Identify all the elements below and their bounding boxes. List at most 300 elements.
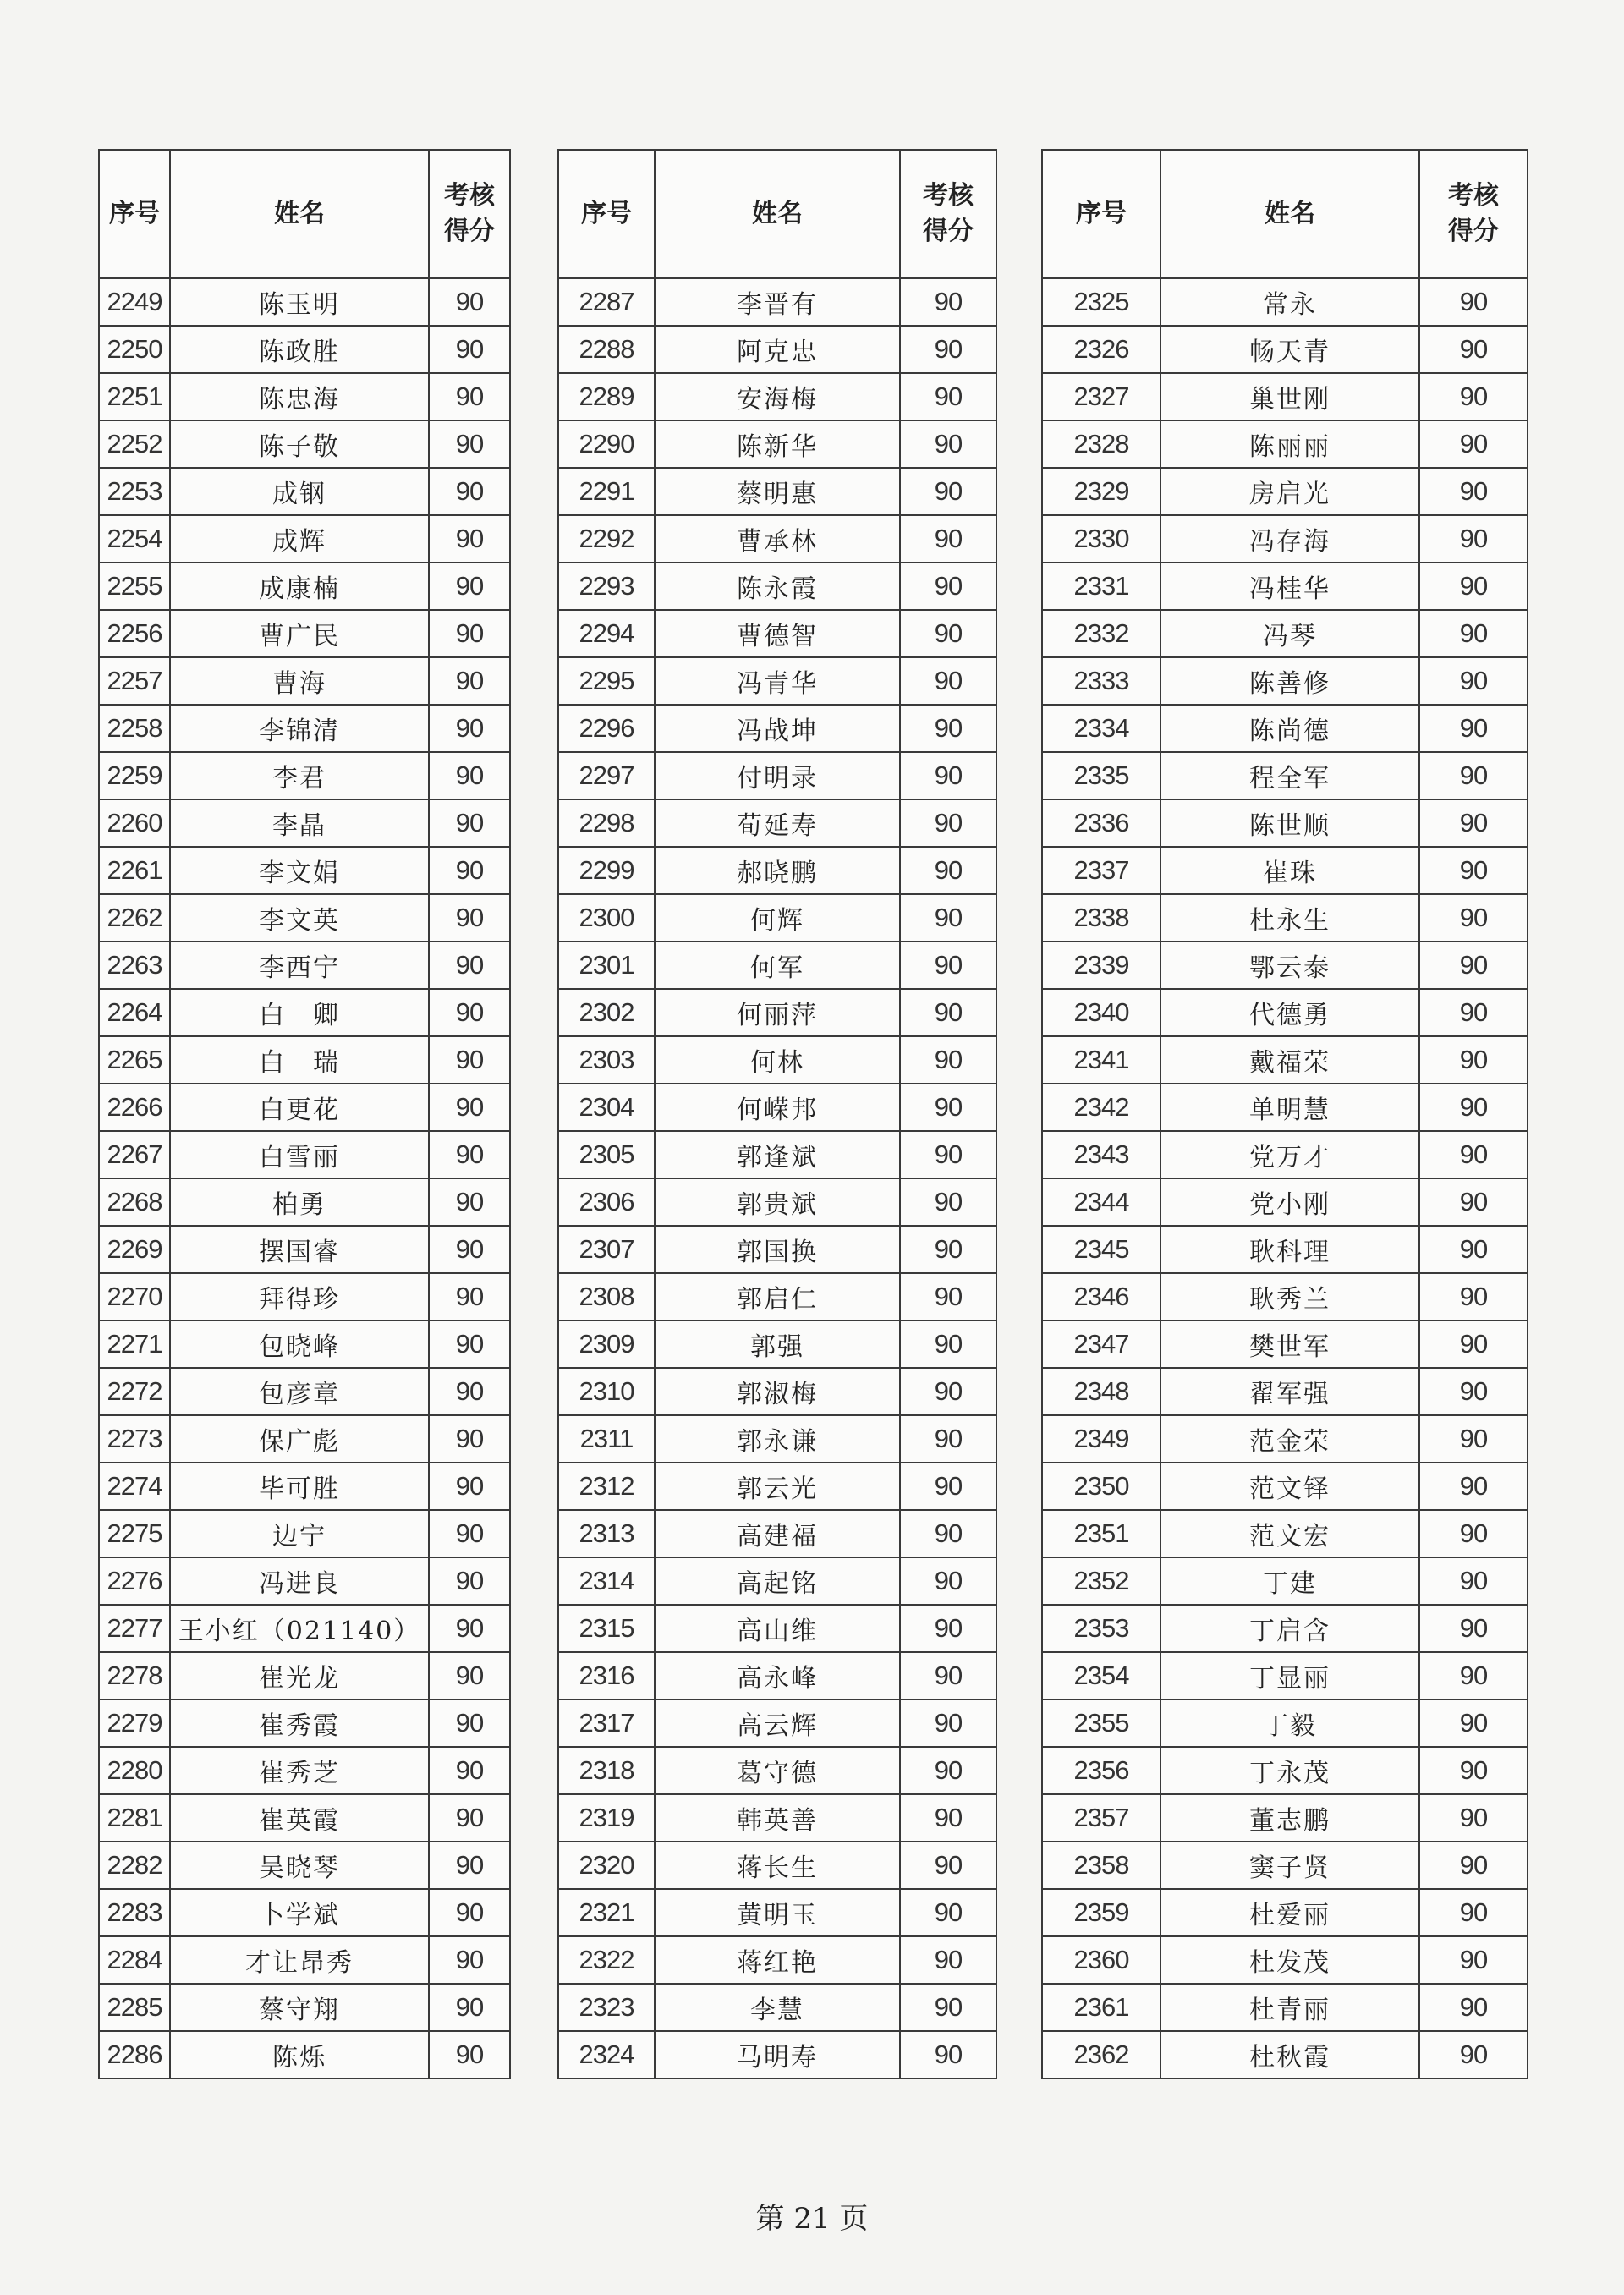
name-cell: 郭启仁	[655, 1273, 900, 1320]
seq-cell: 2275	[99, 1510, 170, 1557]
table-row	[558, 942, 996, 989]
seq-cell: 2280	[99, 1747, 170, 1794]
table-row	[1042, 1842, 1528, 1889]
seq-cell: 2337	[1042, 847, 1160, 894]
name-cell: 程全军	[1160, 752, 1419, 799]
score-cell: 90	[429, 989, 510, 1036]
score-cell: 90	[429, 1226, 510, 1273]
name-cell: 翟军强	[1160, 1368, 1419, 1415]
roster-table-1	[98, 149, 511, 2079]
score-cell: 90	[900, 1699, 996, 1747]
name-cell: 蒋红艳	[655, 1936, 900, 1984]
seq-cell: 2259	[99, 752, 170, 799]
name-cell: 陈子敬	[170, 420, 429, 468]
score-cell: 90	[1419, 1273, 1528, 1320]
score-cell: 90	[429, 610, 510, 657]
seq-cell: 2276	[99, 1557, 170, 1605]
seq-cell: 2361	[1042, 1984, 1160, 2031]
table-row	[99, 1415, 510, 1463]
name-cell: 白 瑞	[170, 1036, 429, 1084]
name-cell: 冯进良	[170, 1557, 429, 1605]
table-row	[558, 1936, 996, 1984]
score-cell: 90	[1419, 1605, 1528, 1652]
name-cell: 丁毅	[1160, 1699, 1419, 1747]
seq-cell: 2322	[558, 1936, 655, 1984]
score-cell: 90	[429, 1463, 510, 1510]
score-cell: 90	[429, 894, 510, 942]
score-cell: 90	[900, 1984, 996, 2031]
seq-cell: 2346	[1042, 1273, 1160, 1320]
name-cell: 陈新华	[655, 420, 900, 468]
name-cell: 丁显丽	[1160, 1652, 1419, 1699]
name-cell: 耿秀兰	[1160, 1273, 1419, 1320]
table-row	[99, 1226, 510, 1273]
seq-cell: 2351	[1042, 1510, 1160, 1557]
table-row	[1042, 1178, 1528, 1226]
seq-cell: 2271	[99, 1320, 170, 1368]
score-cell: 90	[900, 1463, 996, 1510]
score-cell: 90	[900, 705, 996, 752]
score-header-line1: 考核	[923, 181, 974, 211]
name-header: 姓名	[655, 150, 900, 278]
name-cell: 何丽萍	[655, 989, 900, 1036]
seq-cell: 2315	[558, 1605, 655, 1652]
seq-cell: 2304	[558, 1084, 655, 1131]
name-cell: 高云辉	[655, 1699, 900, 1747]
name-cell: 冯存海	[1160, 515, 1419, 563]
name-cell: 范金荣	[1160, 1415, 1419, 1463]
table-row	[558, 1747, 996, 1794]
table-row	[99, 1699, 510, 1747]
seq-cell: 2267	[99, 1131, 170, 1178]
name-cell: 李君	[170, 752, 429, 799]
score-cell: 90	[429, 1652, 510, 1699]
table-row	[99, 1178, 510, 1226]
table-row	[558, 1794, 996, 1842]
score-cell: 90	[429, 1368, 510, 1415]
table-row	[99, 1747, 510, 1794]
score-cell: 90	[900, 420, 996, 468]
table-row	[99, 1510, 510, 1557]
seq-cell: 2335	[1042, 752, 1160, 799]
name-cell: 李西宁	[170, 942, 429, 989]
seq-cell: 2339	[1042, 942, 1160, 989]
seq-cell: 2352	[1042, 1557, 1160, 1605]
table-row	[99, 1557, 510, 1605]
seq-cell: 2333	[1042, 657, 1160, 705]
table-row	[1042, 799, 1528, 847]
seq-cell: 2251	[99, 373, 170, 420]
score-cell: 90	[1419, 2031, 1528, 2078]
name-cell: 崔秀霞	[170, 1699, 429, 1747]
name-cell: 李锦清	[170, 705, 429, 752]
name-cell: 蔡明惠	[655, 468, 900, 515]
seq-cell: 2332	[1042, 610, 1160, 657]
name-cell: 黄明玉	[655, 1889, 900, 1936]
score-cell: 90	[900, 373, 996, 420]
table-row	[1042, 1226, 1528, 1273]
table-row	[1042, 1510, 1528, 1557]
score-cell: 90	[429, 563, 510, 610]
table-row	[99, 1273, 510, 1320]
table-row	[1042, 563, 1528, 610]
name-cell: 曹承林	[655, 515, 900, 563]
name-cell: 房启光	[1160, 468, 1419, 515]
name-cell: 摆国睿	[170, 1226, 429, 1273]
name-cell: 蔡守翔	[170, 1984, 429, 2031]
score-cell: 90	[900, 468, 996, 515]
table-row	[1042, 1273, 1528, 1320]
score-cell: 90	[429, 847, 510, 894]
name-header: 姓名	[170, 150, 429, 278]
seq-cell: 2261	[99, 847, 170, 894]
score-cell: 90	[900, 563, 996, 610]
name-cell: 高山维	[655, 1605, 900, 1652]
score-cell: 90	[429, 420, 510, 468]
seq-cell: 2330	[1042, 515, 1160, 563]
seq-cell: 2318	[558, 1747, 655, 1794]
score-cell: 90	[900, 1036, 996, 1084]
seq-cell: 2257	[99, 657, 170, 705]
score-cell: 90	[429, 1131, 510, 1178]
seq-cell: 2302	[558, 989, 655, 1036]
table-row	[558, 1131, 996, 1178]
table-row	[99, 1131, 510, 1178]
score-header	[1419, 150, 1528, 278]
table-row	[558, 2031, 996, 2078]
name-cell: 高起铭	[655, 1557, 900, 1605]
table-row	[558, 610, 996, 657]
score-cell: 90	[900, 2031, 996, 2078]
seq-cell: 2264	[99, 989, 170, 1036]
score-cell: 90	[429, 1936, 510, 1984]
name-cell: 马明寿	[655, 2031, 900, 2078]
score-cell: 90	[1419, 373, 1528, 420]
table-row	[1042, 610, 1528, 657]
table-row	[558, 989, 996, 1036]
score-header-line2: 得分	[1448, 217, 1499, 246]
name-cell: 耿科理	[1160, 1226, 1419, 1273]
score-cell: 90	[900, 799, 996, 847]
table-row	[1042, 515, 1528, 563]
score-cell: 90	[900, 1747, 996, 1794]
score-cell: 90	[900, 326, 996, 373]
score-cell: 90	[900, 1652, 996, 1699]
table-row	[1042, 1084, 1528, 1131]
seq-cell: 2297	[558, 752, 655, 799]
name-cell: 郭国换	[655, 1226, 900, 1273]
score-cell: 90	[429, 1415, 510, 1463]
seq-cell: 2254	[99, 515, 170, 563]
table-row	[1042, 1131, 1528, 1178]
name-cell: 杜秋霞	[1160, 2031, 1419, 2078]
seq-cell: 2326	[1042, 326, 1160, 373]
score-cell: 90	[1419, 1936, 1528, 1984]
score-cell: 90	[1419, 1463, 1528, 1510]
name-cell: 崔珠	[1160, 847, 1419, 894]
score-cell: 90	[1419, 326, 1528, 373]
name-cell: 范文铎	[1160, 1463, 1419, 1510]
name-cell: 冯桂华	[1160, 563, 1419, 610]
table-row	[558, 468, 996, 515]
score-cell: 90	[429, 326, 510, 373]
page-number: 第 21 页	[755, 2202, 869, 2236]
score-cell: 90	[1419, 1889, 1528, 1936]
roster-table-2	[557, 149, 997, 2079]
score-cell: 90	[429, 1747, 510, 1794]
table-row	[99, 1794, 510, 1842]
score-cell: 90	[900, 515, 996, 563]
table-row	[1042, 705, 1528, 752]
seq-cell: 2252	[99, 420, 170, 468]
seq-cell: 2310	[558, 1368, 655, 1415]
name-cell: 蒋长生	[655, 1842, 900, 1889]
score-cell: 90	[900, 1084, 996, 1131]
name-cell: 樊世军	[1160, 1320, 1419, 1368]
seq-cell: 2303	[558, 1036, 655, 1084]
seq-cell: 2350	[1042, 1463, 1160, 1510]
score-cell: 90	[900, 1557, 996, 1605]
seq-cell: 2300	[558, 894, 655, 942]
seq-header: 序号	[558, 150, 655, 278]
table-row	[1042, 1699, 1528, 1747]
seq-cell: 2353	[1042, 1605, 1160, 1652]
table-body	[1042, 278, 1528, 2078]
score-cell: 90	[429, 1842, 510, 1889]
seq-cell: 2255	[99, 563, 170, 610]
name-cell: 冯战坤	[655, 705, 900, 752]
table-row	[99, 705, 510, 752]
seq-cell: 2340	[1042, 989, 1160, 1036]
table-row	[1042, 989, 1528, 1036]
name-cell: 陈尚德	[1160, 705, 1419, 752]
score-cell: 90	[1419, 1131, 1528, 1178]
name-cell: 窦子贤	[1160, 1842, 1419, 1889]
table-row	[558, 1842, 996, 1889]
seq-cell: 2269	[99, 1226, 170, 1273]
name-cell: 郭云光	[655, 1463, 900, 1510]
score-cell: 90	[1419, 942, 1528, 989]
name-cell: 丁启含	[1160, 1605, 1419, 1652]
name-cell: 单明慧	[1160, 1084, 1419, 1131]
name-cell: 郭强	[655, 1320, 900, 1368]
score-cell: 90	[1419, 989, 1528, 1036]
name-cell: 韩英善	[655, 1794, 900, 1842]
score-cell: 90	[900, 1273, 996, 1320]
name-cell: 卜学斌	[170, 1889, 429, 1936]
seq-cell: 2331	[1042, 563, 1160, 610]
score-cell: 90	[1419, 847, 1528, 894]
table-row	[558, 1084, 996, 1131]
name-cell: 杜青丽	[1160, 1984, 1419, 2031]
name-cell: 崔光龙	[170, 1652, 429, 1699]
seq-cell: 2342	[1042, 1084, 1160, 1131]
score-header-line1: 考核	[444, 181, 495, 211]
table-row	[1042, 1557, 1528, 1605]
table-row	[558, 278, 996, 326]
seq-header: 序号	[99, 150, 170, 278]
score-cell: 90	[429, 1984, 510, 2031]
name-cell: 白 卿	[170, 989, 429, 1036]
seq-cell: 2358	[1042, 1842, 1160, 1889]
score-cell: 90	[1419, 1178, 1528, 1226]
score-cell: 90	[429, 1273, 510, 1320]
score-cell: 90	[900, 1178, 996, 1226]
table-header	[1042, 150, 1528, 278]
name-cell: 范文宏	[1160, 1510, 1419, 1557]
seq-cell: 2323	[558, 1984, 655, 2031]
table-row	[558, 1605, 996, 1652]
seq-cell: 2306	[558, 1178, 655, 1226]
table-row	[1042, 1368, 1528, 1415]
table-row	[99, 1605, 510, 1652]
seq-cell: 2273	[99, 1415, 170, 1463]
table-row	[99, 1984, 510, 2031]
table-row	[99, 1320, 510, 1368]
seq-cell: 2321	[558, 1889, 655, 1936]
seq-cell: 2262	[99, 894, 170, 942]
name-cell: 成钢	[170, 468, 429, 515]
score-cell: 90	[1419, 1984, 1528, 2031]
name-cell: 拜得珍	[170, 1273, 429, 1320]
table-row	[99, 752, 510, 799]
score-cell: 90	[1419, 752, 1528, 799]
name-cell: 陈烁	[170, 2031, 429, 2078]
table-row	[1042, 326, 1528, 373]
name-cell: 包彦章	[170, 1368, 429, 1415]
seq-cell: 2312	[558, 1463, 655, 1510]
name-cell: 郭淑梅	[655, 1368, 900, 1415]
table-row	[99, 1652, 510, 1699]
name-cell: 陈永霞	[655, 563, 900, 610]
table-row	[99, 1889, 510, 1936]
name-cell: 崔秀芝	[170, 1747, 429, 1794]
name-cell: 白雪丽	[170, 1131, 429, 1178]
score-cell: 90	[900, 989, 996, 1036]
table-row	[99, 799, 510, 847]
seq-cell: 2299	[558, 847, 655, 894]
table-row	[99, 1842, 510, 1889]
name-cell: 李文英	[170, 894, 429, 942]
score-cell: 90	[429, 942, 510, 989]
seq-cell: 2289	[558, 373, 655, 420]
seq-cell: 2334	[1042, 705, 1160, 752]
name-cell: 何军	[655, 942, 900, 989]
name-cell: 杜永生	[1160, 894, 1419, 942]
score-header	[429, 150, 510, 278]
name-cell: 白更花	[170, 1084, 429, 1131]
score-cell: 90	[429, 2031, 510, 2078]
seq-cell: 2336	[1042, 799, 1160, 847]
name-cell: 边宁	[170, 1510, 429, 1557]
table-row	[558, 1415, 996, 1463]
table-row	[1042, 468, 1528, 515]
name-cell: 曹海	[170, 657, 429, 705]
seq-cell: 2282	[99, 1842, 170, 1889]
seq-cell: 2316	[558, 1652, 655, 1699]
seq-cell: 2296	[558, 705, 655, 752]
name-cell: 陈丽丽	[1160, 420, 1419, 468]
seq-cell: 2360	[1042, 1936, 1160, 1984]
seq-cell: 2359	[1042, 1889, 1160, 1936]
table-row	[558, 799, 996, 847]
score-cell: 90	[429, 799, 510, 847]
name-cell: 郭永谦	[655, 1415, 900, 1463]
table-row	[1042, 847, 1528, 894]
score-cell: 90	[429, 278, 510, 326]
name-cell: 陈忠海	[170, 373, 429, 420]
seq-cell: 2283	[99, 1889, 170, 1936]
name-cell: 鄂云泰	[1160, 942, 1419, 989]
seq-cell: 2291	[558, 468, 655, 515]
table-row	[1042, 1794, 1528, 1842]
table-row	[558, 515, 996, 563]
seq-cell: 2287	[558, 278, 655, 326]
table-row	[1042, 752, 1528, 799]
seq-cell: 2355	[1042, 1699, 1160, 1747]
seq-cell: 2325	[1042, 278, 1160, 326]
name-cell: 成辉	[170, 515, 429, 563]
name-cell: 曹广民	[170, 610, 429, 657]
seq-cell: 2308	[558, 1273, 655, 1320]
score-cell: 90	[1419, 1226, 1528, 1273]
seq-cell: 2324	[558, 2031, 655, 2078]
name-cell: 党万才	[1160, 1131, 1419, 1178]
score-cell: 90	[900, 1510, 996, 1557]
seq-cell: 2362	[1042, 2031, 1160, 2078]
name-cell: 冯琴	[1160, 610, 1419, 657]
table-row	[1042, 657, 1528, 705]
seq-cell: 2311	[558, 1415, 655, 1463]
name-cell: 付明录	[655, 752, 900, 799]
table-row	[99, 278, 510, 326]
name-cell: 李慧	[655, 1984, 900, 2031]
seq-cell: 2329	[1042, 468, 1160, 515]
name-cell: 才让昂秀	[170, 1936, 429, 1984]
name-cell: 杜发茂	[1160, 1936, 1419, 1984]
table-row	[558, 1699, 996, 1747]
seq-cell: 2274	[99, 1463, 170, 1510]
seq-cell: 2249	[99, 278, 170, 326]
score-cell: 90	[900, 610, 996, 657]
score-cell: 90	[1419, 610, 1528, 657]
score-cell: 90	[1419, 1842, 1528, 1889]
seq-cell: 2258	[99, 705, 170, 752]
score-header-line2: 得分	[923, 217, 974, 246]
seq-cell: 2293	[558, 563, 655, 610]
score-cell: 90	[1419, 1794, 1528, 1842]
table-row	[558, 373, 996, 420]
seq-cell: 2354	[1042, 1652, 1160, 1699]
name-cell: 冯青华	[655, 657, 900, 705]
score-cell: 90	[1419, 1320, 1528, 1368]
seq-cell: 2285	[99, 1984, 170, 2031]
name-cell: 曹德智	[655, 610, 900, 657]
score-cell: 90	[1419, 1415, 1528, 1463]
score-cell: 90	[1419, 563, 1528, 610]
seq-cell: 2320	[558, 1842, 655, 1889]
seq-cell: 2288	[558, 326, 655, 373]
table-header	[558, 150, 996, 278]
score-header-line2: 得分	[444, 217, 495, 246]
seq-cell: 2250	[99, 326, 170, 373]
score-cell: 90	[1419, 515, 1528, 563]
table-row	[558, 1652, 996, 1699]
score-cell: 90	[900, 1320, 996, 1368]
table-row	[99, 1084, 510, 1131]
seq-cell: 2290	[558, 420, 655, 468]
score-cell: 90	[1419, 468, 1528, 515]
